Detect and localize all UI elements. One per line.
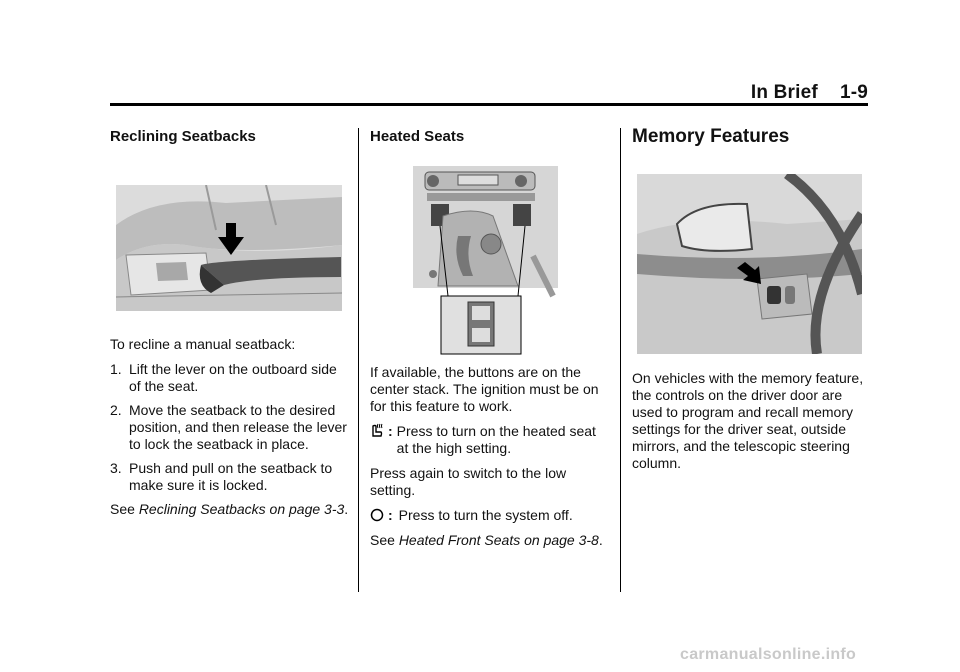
seat-lever-illustration (116, 185, 342, 311)
list-item: 1. Lift the lever on the outboard side of the seat. (110, 361, 337, 394)
heated-off-row: : Press to turn the system off. (370, 507, 610, 524)
watermark: carmanualsonline.info (680, 646, 857, 663)
column-reclining-seatbacks (110, 128, 350, 517)
heated-text (370, 364, 610, 549)
heated-seat-icon (370, 423, 384, 439)
column-divider-1 (358, 128, 359, 592)
heated-seat-buttons-illustration (413, 166, 558, 356)
heated-off-text: Press to turn the system off. (398, 507, 573, 523)
heated-high-row: : Press to turn on the heated seat at the high setting. (370, 423, 610, 457)
page-number: 1-9 (839, 82, 868, 103)
heading-memory-features: Memory Features (632, 126, 790, 147)
reclining-xref[interactable]: Reclining Seatbacks on page 3-3 (138, 501, 345, 517)
column-divider-2 (620, 128, 621, 592)
memory-paragraph: On vehicles with the memory feature, the controls on the driver door are used to program and recall memory settings for the driver seat, outside mirrors, and the telescopic steering column. (632, 370, 864, 471)
heading-reclining-seatbacks: Reclining Seatbacks (110, 128, 256, 145)
reclining-steps (110, 361, 350, 494)
heated-high-text: Press to turn on the heated seat at the high setting. (396, 423, 596, 456)
memory-text (632, 370, 868, 472)
page-header (110, 82, 868, 104)
list-item: 3. Push and pull on the seatback to make sure it is locked. (110, 460, 333, 493)
heated-low-text: Press again to switch to the low setting. (370, 465, 567, 498)
section-name: In Brief (750, 82, 818, 103)
header-title (751, 82, 868, 104)
memory-controls-illustration (637, 174, 862, 354)
reclining-text (110, 336, 350, 518)
heated-xref[interactable]: Heated Front Seats on page 3-8 (398, 532, 599, 548)
power-off-icon (370, 507, 384, 523)
header-rule (110, 103, 868, 106)
heated-see-also: See Heated Front Seats on page 3-8. (370, 532, 603, 548)
reclining-see-also: See Reclining Seatbacks on page 3-3. (110, 501, 349, 517)
list-item: 2. Move the seatback to the desired position, and then release the lever to lock the seatback in place. (110, 402, 347, 452)
reclining-intro: To recline a manual seatback: (110, 336, 296, 352)
column-memory-features (632, 126, 868, 471)
column-heated-seats (370, 128, 610, 548)
heading-heated-seats: Heated Seats (370, 128, 465, 145)
heated-intro: If available, the buttons are on the center stack. The ignition must be on for this feature to work. (370, 364, 599, 414)
